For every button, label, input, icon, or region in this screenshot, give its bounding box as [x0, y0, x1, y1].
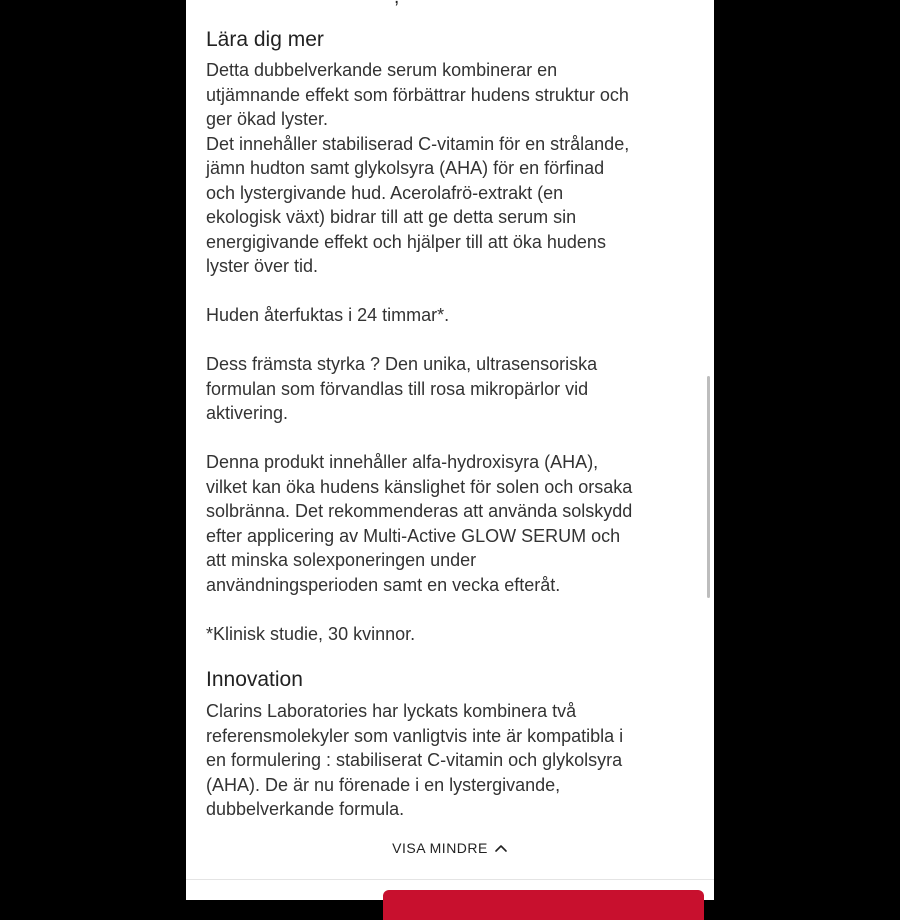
add-to-cart-button[interactable] — [383, 890, 704, 920]
show-less-label: VISA MINDRE — [392, 840, 488, 856]
section-body-innovation — [206, 699, 706, 822]
product-description-page — [186, 0, 714, 900]
vertical-scrollbar[interactable] — [707, 376, 710, 598]
section-heading-innovation: Innovation — [206, 668, 303, 691]
show-less-button[interactable] — [186, 840, 714, 856]
paragraph: Denna produkt innehåller alfa-hydroxisyra (AHA), vilket kan öka hudens känslighet för solen och orsaka solbränna. Det rekommenderas att använda solskydd efter applicering av Multi-Active GLOW SERUM och att minska solexponeringen under användningsperioden samt en vecka efteråt. — [206, 452, 633, 595]
section-heading-lara-dig-mer: Lära dig mer — [206, 28, 324, 51]
paragraph: Huden återfuktas i 24 timmar*. — [206, 305, 450, 325]
chevron-up-icon — [494, 841, 508, 855]
bottom-divider — [186, 879, 714, 880]
footnote: *Klinisk studie, 30 kvinnor. — [206, 623, 416, 644]
paragraph: Clarins Laboratories har lyckats kombinera två referensmolekyler som vanligtvis inte är kompatibla i en formulering : stabiliserat C-vitamin och glykolsyra (AHA). De är nu förenade i en lystergivande, dubbelverkande formula. — [206, 701, 624, 819]
paragraph: Detta dubbelverkande serum kombinerar en utjämnande effekt som förbättrar hudens struktur och ger ökad lyster. Det innehåller stabiliserad C-vitamin för en strålande, jämn hudton samt glykolsyra (AHA) för en förfinad och lystergivande hud. Acerolafrö-extrakt (en ekologisk växt) bidrar till att ge detta serum sin energigivande effekt och hjälper till att öka hudens lyster över tid. — [206, 60, 630, 276]
paragraph: Dess främsta styrka ? Den unika, ultrasensoriska formulan som förvandlas till rosa mikropärlor vid aktivering. — [206, 354, 598, 423]
cut-off-text-fragment — [394, 0, 399, 10]
section-body-lara-dig-mer — [206, 58, 706, 646]
